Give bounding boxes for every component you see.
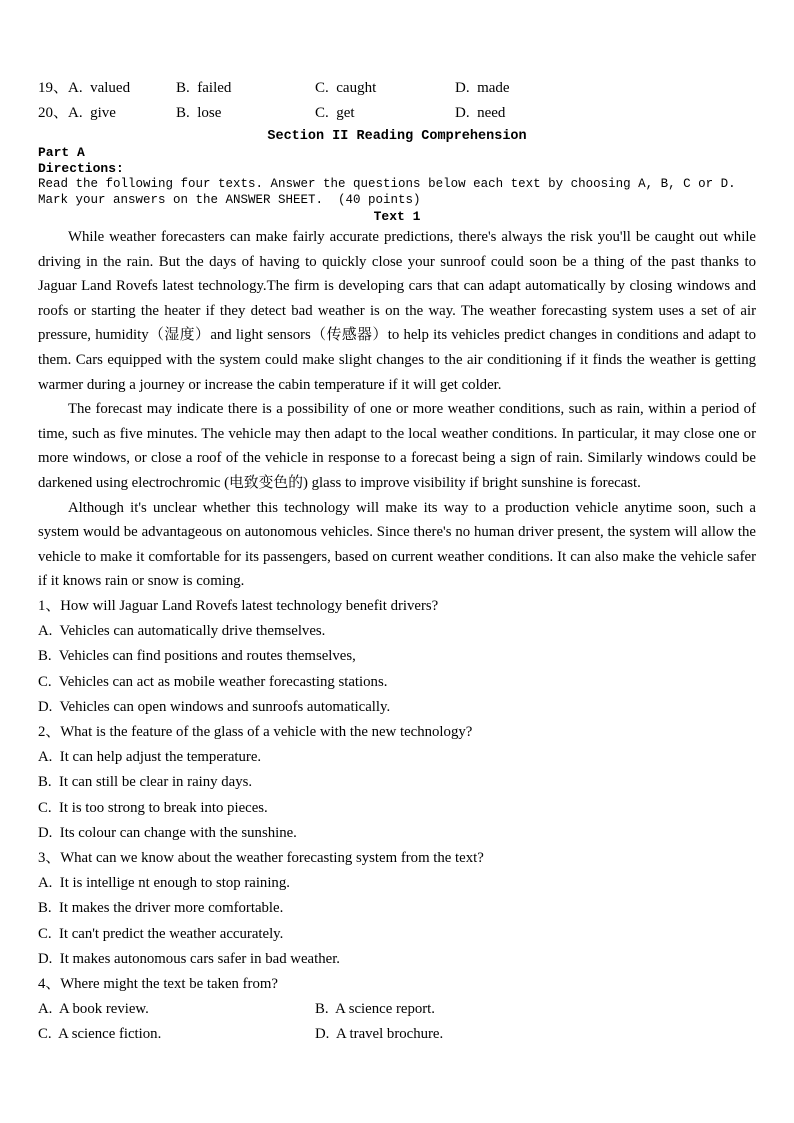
cloze-cell: B. lose	[176, 105, 222, 121]
passage-paragraph-1: While weather forecasters can make fairly accurate predictions, there's always the risk you'll be caught out while driving in the rain. But the days of having to quickly close your sunroof could soon be a thing of the past thanks to Jaguar Land Rovefs latest technology.The firm is developing cars that can adapt automatically by closing windows and roofs or starting the heater if they detect bad weather is on the way. The weather forecasting system uses a set of air pressure, humidity（湿度）and light sensors（传感器）to help its vehicles predict changes in conditions and adapt to them. Cars equipped with the system could make slight changes to the air conditioning if it finds the weather is getting warmer during a journey or increase the cabin temperature if it will get colder.	[38, 229, 756, 393]
question-option: B. It can still be clear in rainy days.	[38, 774, 253, 791]
passage-paragraph-3: Although it's unclear whether this technology will make its way to a production vehicle anytime soon, such a system would be advantageous on autonomous vehicles. Since there's no human driver present, the system will allow the vehicle to make it comfortable for its passengers, based on current weather conditions. It can also make the vehicle safer if it knows rain or snow is coming.	[38, 499, 756, 590]
question-option: C. A science fiction.	[38, 1026, 162, 1043]
question-option: B. A science report.	[315, 1001, 435, 1018]
directions-text: Read the following four texts. Answer the questions below each text by choosing A, B, C or D. Mark your answers on the ANSWER SHEET. (40 points)	[38, 177, 744, 207]
question-option: A. Vehicles can automatically drive themselves.	[38, 623, 326, 640]
cloze-cell: D. made	[455, 80, 510, 96]
question-option: A. It can help adjust the temperature.	[38, 749, 262, 766]
question-option: D. A travel brochure.	[315, 1026, 444, 1043]
question-option: C. It is too strong to break into pieces.	[38, 799, 268, 816]
cloze-row-20	[38, 101, 756, 126]
question-option-row	[38, 997, 756, 1022]
question-stem: 2、What is the feature of the glass of a vehicle with the new technology?	[38, 723, 473, 740]
question-stem: 4、Where might the text be taken from?	[38, 975, 278, 992]
question-2	[38, 720, 756, 846]
question-option: D. It makes autonomous cars safer in bad weather.	[38, 950, 341, 967]
text-title: Text 1	[373, 209, 421, 224]
question-option: C. It can't predict the weather accurately.	[38, 925, 284, 942]
cloze-cell: C. caught	[315, 80, 377, 96]
cloze-cell: 20、A. give	[38, 105, 116, 121]
cloze-cell: C. get	[315, 105, 355, 121]
question-option: A. A book review.	[38, 1001, 149, 1018]
question-option: B. Vehicles can find positions and routes themselves,	[38, 648, 356, 665]
part-label: Part A	[38, 145, 85, 160]
question-option: C. Vehicles can act as mobile weather forecasting stations.	[38, 673, 388, 690]
question-3	[38, 846, 756, 972]
passage-paragraph-2: The forecast may indicate there is a possibility of one or more weather conditions, such as rain, within a period of time, such as five minutes. The vehicle may then adapt to the local weather conditions. In particular, it may close one or more windows, or close a roof of the vehicle in response to a forecast being a sign of rain. Similarly windows could be darkened using electrochromic (电致变色的) glass to improve visibility if bright sunshine is forecast.	[38, 401, 756, 491]
question-option-row	[38, 1022, 756, 1047]
cloze-cell: D. need	[455, 105, 506, 121]
question-option: A. It is intellige nt enough to stop raining.	[38, 875, 290, 892]
cloze-cell: B. failed	[176, 80, 232, 96]
section-title: Section II Reading Comprehension	[267, 129, 527, 144]
question-4	[38, 972, 756, 1048]
cloze-cell: 19、A. valued	[38, 80, 131, 96]
question-stem: 1、How will Jaguar Land Rovefs latest technology benefit drivers?	[38, 597, 439, 614]
question-option: D. Its colour can change with the sunshine.	[38, 824, 297, 841]
question-stem: 3、What can we know about the weather forecasting system from the text?	[38, 849, 484, 866]
question-option: B. It makes the driver more comfortable.	[38, 900, 284, 917]
question-1	[38, 594, 756, 720]
directions-label: Directions:	[38, 161, 124, 176]
cloze-row-19	[38, 76, 756, 101]
question-option: D. Vehicles can open windows and sunroofs automatically.	[38, 698, 391, 715]
